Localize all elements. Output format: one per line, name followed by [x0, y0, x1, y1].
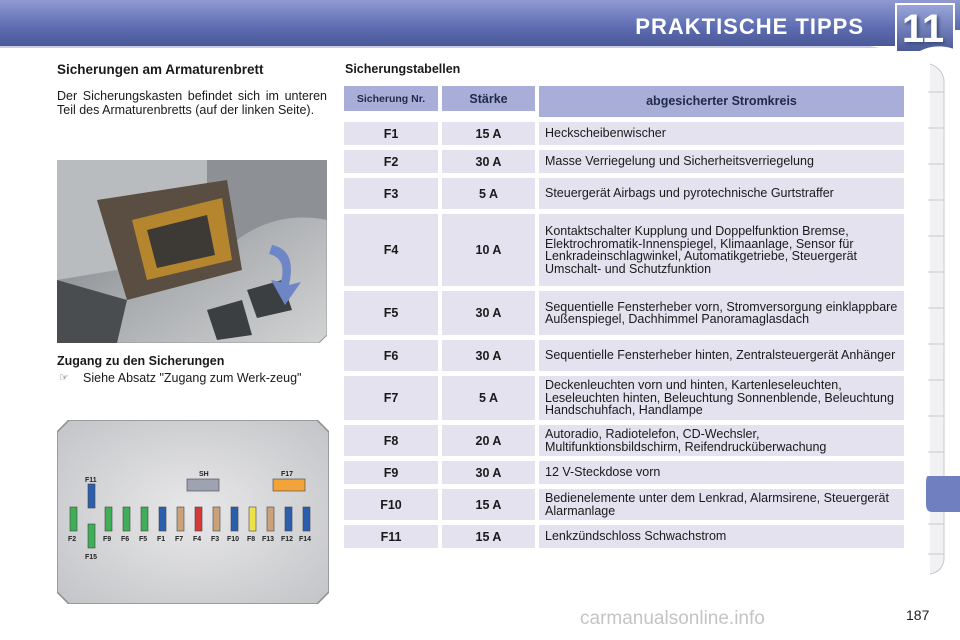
table-row	[344, 178, 904, 209]
fuse-rating: 30 A	[442, 461, 535, 484]
fuse-circuit: Heckscheibenwischer	[539, 122, 904, 145]
fuse-circuit: Lenkzündschloss Schwachstrom	[539, 525, 904, 548]
active-chapter-tab	[926, 476, 960, 512]
page-header	[0, 0, 960, 51]
fuse-circuit: Bedienelemente unter dem Lenkrad, Alarmsirene, Steuergerät Alarmanlage	[539, 489, 904, 520]
header-staerke: Stärke	[442, 86, 535, 111]
fuse-f5	[141, 507, 148, 531]
fuse-label-f7: F7	[175, 536, 184, 543]
fuse-circuit: Steuergerät Airbags und pyrotechnische Gurtstraffer	[539, 178, 904, 209]
access-text: Siehe Absatz "Zugang zum Werk-zeug"	[83, 371, 302, 385]
fuse-rating: 30 A	[442, 150, 535, 173]
fuse-f11	[88, 484, 95, 508]
fuse-circuit: Autoradio, Radiotelefon, CD-Wechsler, Multifunktionsbildschirm, Reifendrucküberwachung	[539, 425, 904, 456]
fuse-circuit: Sequentielle Fensterheber vorn, Stromversorgung einklappbare Außenspiegel, Dachhimmel Panoramaglasdach	[539, 291, 904, 335]
fuse-f9	[105, 507, 112, 531]
fuse-label-f8: F8	[247, 536, 256, 543]
fuse-rating: 15 A	[442, 489, 535, 520]
fuse-nr: F4	[344, 214, 438, 286]
fuse-circuit: 12 V-Steckdose vorn	[539, 461, 904, 484]
fuse-rating: 30 A	[442, 340, 535, 371]
table-row	[344, 376, 904, 420]
fuse-rating: 20 A	[442, 425, 535, 456]
table-row	[344, 122, 904, 145]
fuse-nr: F1	[344, 122, 438, 145]
fuse-nr: F10	[344, 489, 438, 520]
fuse-circuit: Deckenleuchten vorn und hinten, Kartenleseleuchten, Leseleuchten hinten, Beleuchtung Sonnenblende, Beleuchtung Handschuhfach, Handlampe	[539, 376, 904, 420]
fuse-f8	[249, 507, 256, 531]
fuse-f3	[213, 507, 220, 531]
fuse-f17	[273, 479, 305, 491]
fuse-rating: 15 A	[442, 122, 535, 145]
watermark: carmanualsonline.info	[580, 608, 765, 629]
fuse-label-f14: F14	[299, 536, 312, 543]
fuse-nr: F7	[344, 376, 438, 420]
tables-title: Sicherungstabellen	[345, 62, 461, 76]
fuse-label-f5: F5	[139, 536, 148, 543]
access-title: Zugang zu den Sicherungen	[57, 354, 225, 368]
fuse-circuit: Kontaktschalter Kupplung und Doppelfunktion Bremse, Elektrochromatik-Innenspiegel, Klimaanlage, Sensor für Lenkradeinschlagwinkel, Automatikgetriebe, Steuergerät Umschalt- und Schutzfunktion	[539, 214, 904, 286]
fuse-f4	[195, 507, 202, 531]
fusebox-diagram	[57, 420, 329, 604]
table-row	[344, 489, 904, 520]
table-row	[344, 461, 904, 484]
fuse-label-f12: F12	[281, 536, 294, 543]
fuse-nr: F6	[344, 340, 438, 371]
dashboard-photo	[57, 160, 327, 343]
left-column	[57, 62, 327, 117]
fuse-f15	[88, 524, 95, 548]
table-row	[344, 291, 904, 335]
fuse-rating: 5 A	[442, 376, 535, 420]
fuse-table	[344, 86, 904, 553]
page-number: 187	[906, 607, 930, 623]
fuse-circuit: Sequentielle Fensterheber hinten, Zentralsteuergerät Anhänger	[539, 340, 904, 371]
table-header-row	[344, 86, 904, 117]
chapter-tabs	[926, 64, 952, 574]
fuse-label-f2: F2	[68, 536, 77, 543]
fuse-nr: F8	[344, 425, 438, 456]
fuse-circuit: Masse Verriegelung und Sicherheitsverriegelung	[539, 150, 904, 173]
fuse-label-sh: SH	[199, 471, 209, 478]
fuse-label-f1: F1	[157, 536, 166, 543]
access-list-item	[57, 371, 327, 385]
fuse-f1	[159, 507, 166, 531]
fuse-f12	[285, 507, 292, 531]
fuse-f7	[177, 507, 184, 531]
fuse-label-f11: F11	[85, 477, 97, 484]
fuse-f2	[70, 507, 77, 531]
header-nr: Sicherung Nr.	[344, 86, 438, 111]
section-title: Sicherungen am Armaturenbrett	[57, 62, 264, 77]
fuse-f10	[231, 507, 238, 531]
fuse-label-f9: F9	[103, 536, 112, 543]
fuse-rating: 15 A	[442, 525, 535, 548]
intro-text: Der Sicherungskasten befindet sich im unteren Teil des Armaturenbretts (auf der linken Seite).	[57, 89, 327, 117]
fuse-f6	[123, 507, 130, 531]
table-row	[344, 150, 904, 173]
fuse-rating: 10 A	[442, 214, 535, 286]
fuse-sh	[187, 479, 219, 491]
fuse-label-f17: F17	[281, 471, 294, 478]
table-row	[344, 340, 904, 371]
fuse-nr: F11	[344, 525, 438, 548]
fuse-nr: F9	[344, 461, 438, 484]
fuse-label-f3: F3	[211, 536, 220, 543]
access-section	[57, 354, 327, 385]
fuse-label-f15: F15	[85, 554, 98, 561]
fuse-nr: F5	[344, 291, 438, 335]
fuse-f13	[267, 507, 274, 531]
header-kreis: abgesicherter Stromkreis	[539, 86, 904, 117]
chapter-number: 11	[901, 7, 945, 51]
fuse-nr: F2	[344, 150, 438, 173]
pointing-hand-icon: ☞	[59, 372, 69, 384]
header-title: PRAKTISCHE TIPPS	[635, 14, 864, 39]
fuse-rating: 5 A	[442, 178, 535, 209]
fuse-f14	[303, 507, 310, 531]
fuse-rating: 30 A	[442, 291, 535, 335]
table-row	[344, 525, 904, 548]
fuse-nr: F3	[344, 178, 438, 209]
fuse-label-f10: F10	[227, 536, 240, 543]
table-row	[344, 425, 904, 456]
table-row	[344, 214, 904, 286]
fuse-label-f13: F13	[262, 536, 275, 543]
fuse-label-f4: F4	[193, 536, 202, 543]
fuse-label-f6: F6	[121, 536, 130, 543]
